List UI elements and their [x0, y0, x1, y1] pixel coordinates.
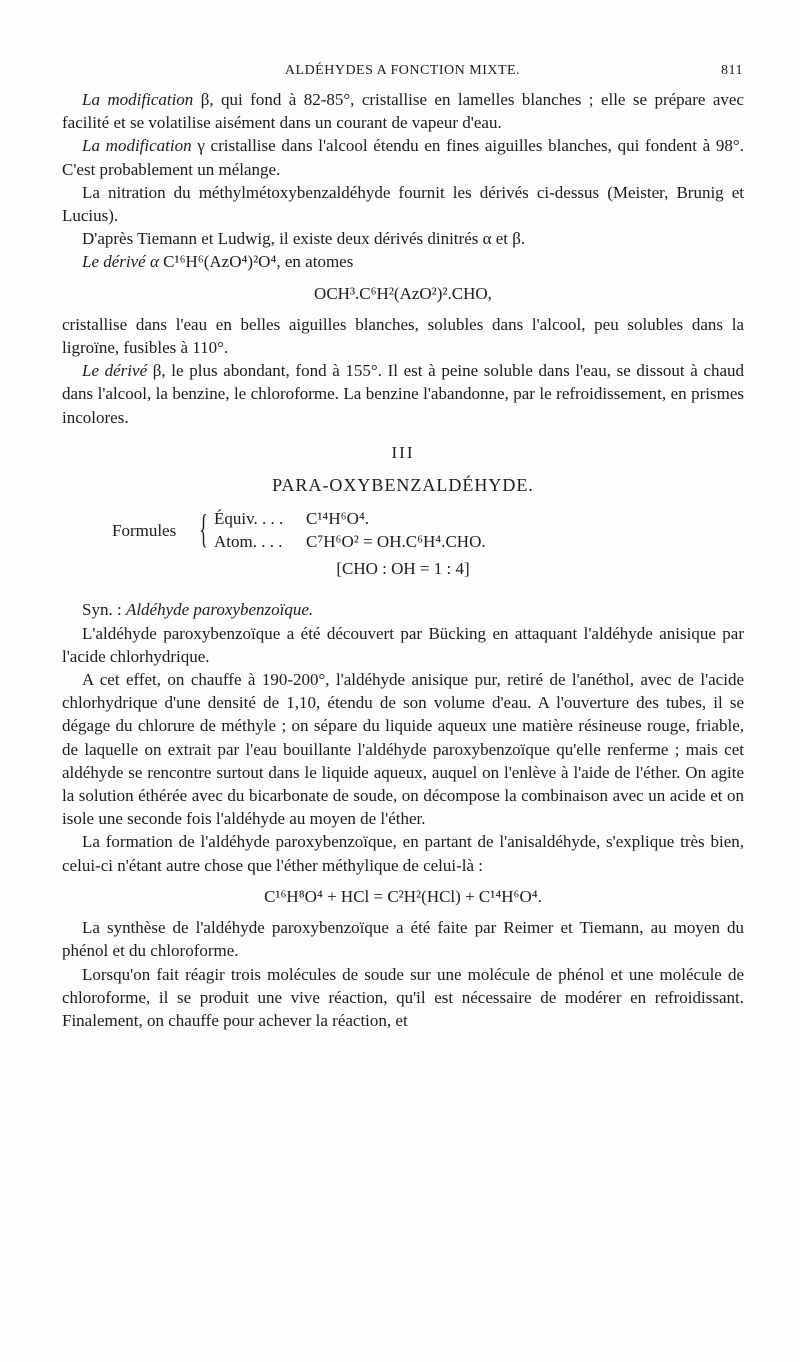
paragraph-reaction: Lorsqu'on fait réagir trois molécules de soude sur une molécule de phénol et une molécule de chloroforme, il se produit une vive réaction, qu'il est nécessaire de modérer en refroidissant. Finalement, on chauffe pour achever la réaction, et: [62, 964, 744, 1030]
paragraph-text: , en atomes: [276, 252, 354, 272]
synonym-lead: Syn. :: [82, 600, 126, 620]
paragraph-lead: La modification: [82, 90, 194, 109]
paragraph-lead: Le dérivé: [82, 361, 148, 381]
paragraph-modification-beta: [62, 88, 744, 134]
paragraph-discovery: L'aldéhyde paroxybenzoïque a été découvert par Bücking en attaquant l'aldéhyde anisique par l'acide chlorhydrique.: [62, 623, 744, 666]
paragraph-text: γ cristallise dans l'alcool étendu en fines aiguilles blanches, qui fondent à 98°. C'est probablement un mélange.: [62, 136, 744, 179]
paragraph-preparation: A cet effet, on chauffe à 190-200°, l'aldéhyde anisique pur, retiré de l'anéthol, avec de l'acide chlorhydrique d'une densité de 1,10, étendu de son volume d'eau. A l'ouverture des tubes, il se dégage du chlorure de méthyle ; on sépare du liquide aqueux une matière résineuse rouge, friable, de laquelle on extrait par l'eau bouillante l'aldéhyde paroxybenzoïque qu'elle renferme ; mais cet aldéhyde se rencontre surtout dans le liquide aqueux, auquel on l'enlève à l'aide de l'éther. On agite la solution éthérée avec du bicarbonate de soude, on décompose la combinaison avec un acide et on isole une seconde fois l'aldéhyde au moyen de l'éther.: [62, 670, 744, 829]
paragraph-text: β, le plus abondant, fond à 155°. Il est à peine soluble dans l'eau, se dissout à chaud dans l'alcool, la benzine, le chloroforme. La benzine l'abandonne, par le refroidissement, en prismes incolores.: [62, 361, 744, 427]
formulas-block: [62, 507, 744, 555]
formula-atom-row: [214, 530, 486, 553]
paragraph-tiemann-ludwig: D'après Tiemann et Ludwig, il existe deux dérivés dinitrés α et β.: [82, 229, 526, 249]
formula-equiv-value: C¹⁴H⁶O⁴.: [306, 509, 370, 529]
formula-equiv-label: Équiv. . . .: [214, 509, 284, 529]
paragraph-lead: Le dérivé α: [82, 252, 159, 272]
page-number: 811: [721, 63, 743, 78]
paragraph-lead: La modification: [82, 136, 192, 156]
paragraph-formation: La formation de l'aldéhyde paroxybenzoïque, en partant de l'anisaldéhyde, s'explique très bien, celui-ci n'étant autre chose que l'éther méthylique de celui-là :: [62, 832, 744, 875]
formula-atom-value: C⁷H⁶O² = OH.C⁶H⁴.CHO.: [306, 532, 486, 552]
paragraph-derive-alpha: [62, 250, 744, 273]
page-body: [62, 88, 744, 1032]
paragraph-alpha-properties: cristallise dans l'eau en belles aiguilles blanches, solubles dans l'alcool, peu solubles dans la ligroïne, fusibles à 110°.: [62, 314, 744, 358]
formula-alpha-atoms: OCH³.C⁶H²(AzO²)².CHO,: [314, 283, 492, 303]
paragraph-derive-beta: [62, 359, 744, 429]
paragraph-synonym: [62, 598, 744, 621]
formula-reaction: C¹⁶H⁸O⁴ + HCl = C²H²(HCl) + C¹⁴H⁶O⁴.: [264, 886, 542, 906]
formulas-label: Formules: [112, 521, 177, 541]
synonym-name: Aldéhyde paroxybenzoïque.: [125, 600, 314, 620]
brace-symbol: {: [199, 506, 208, 552]
section-number: III: [391, 442, 415, 462]
paragraph-nitration: La nitration du méthylmétoxybenzaldéhyde fournit les dérivés ci-dessus (Meister, Brunig et Lucius).: [62, 182, 744, 226]
formula-ratio: [CHO : OH = 1 : 4]: [336, 559, 470, 579]
formula-equiv-row: [214, 507, 369, 530]
formula-atom-label: Atom. . . .: [214, 532, 283, 552]
paragraph-synthesis: La synthèse de l'aldéhyde paroxybenzoïque a été faite par Reimer et Tiemann, au moyen du phénol et du chloroforme.: [62, 918, 744, 961]
running-title: ALDÉHYDES A FONCTION MIXTE.: [284, 63, 521, 78]
formula-inline: C¹⁶H⁶(AzO⁴)²O⁴: [158, 252, 277, 272]
paragraph-modification-gamma: [62, 134, 744, 180]
section-title: PARA-OXYBENZALDÉHYDE.: [272, 475, 534, 496]
running-header: [62, 63, 743, 83]
paragraph-text: β, qui fond à 82-85°, cristallise en lamelles blanches ; elle se prépare avec facilité et se volatilise aisément dans un courant de vapeur d'eau.: [62, 90, 744, 133]
